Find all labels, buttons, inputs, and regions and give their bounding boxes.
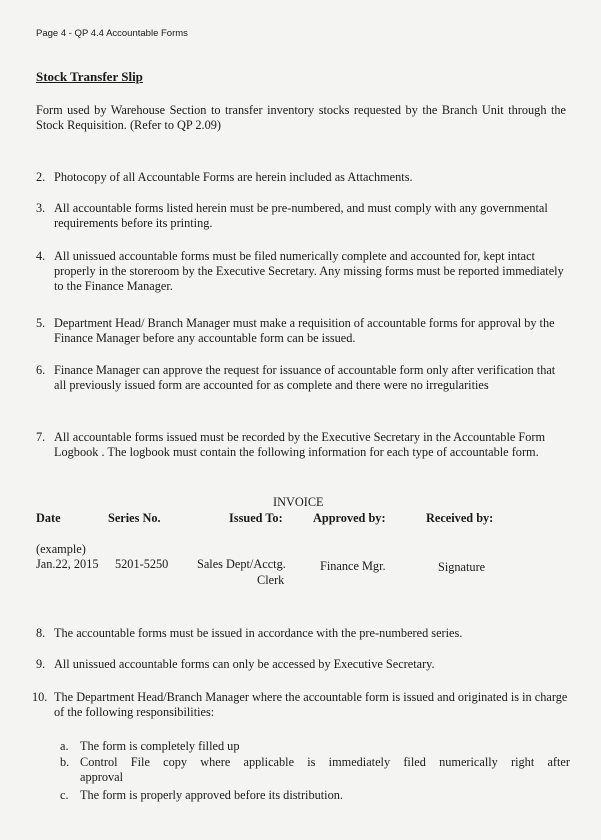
list-item-text: The Department Head/Branch Manager where the accountable form is issued and originated is in charge of the following responsibilities:: [54, 690, 568, 719]
sub-item-text: The form is properly approved before its distribution.: [80, 788, 343, 802]
list-item-number: 8.: [36, 626, 46, 640]
list-item-number: 6.: [36, 363, 46, 377]
list-item-number: 3.: [36, 201, 46, 215]
sub-item-letter: a.: [60, 739, 69, 753]
list-item-number: 4.: [36, 249, 46, 263]
list-item-text: All accountable forms issued must be recorded by the Executive Secretary in the Accountable Form Logbook . The logbook must contain the following information for each type of accountable form.: [54, 430, 546, 459]
list-item-number: 10.: [32, 690, 48, 704]
sub-item-letter: c.: [60, 788, 69, 802]
column-header-issued-to: Issued To:: [229, 511, 283, 525]
list-item-text: Department Head/ Branch Manager must make a requisition of accountable forms for approval by the Finance Manager before any accountable form can be issued.: [54, 316, 555, 345]
column-header-approved-by: Approved by:: [313, 511, 386, 525]
list-item-text: All accountable forms listed herein must be pre-numbered, and must comply with any governmental requirements before its printing.: [54, 201, 548, 230]
column-header-received-by: Received by:: [426, 511, 494, 525]
page-header: Page 4 - QP 4.4 Accountable Forms: [36, 28, 188, 39]
list-item-text: Photocopy of all Accountable Forms are herein included as Attachments.: [54, 170, 413, 184]
column-header-series: Series No.: [108, 511, 161, 525]
intro-paragraph: Form used by Warehouse Section to transfer inventory stocks requested by the Branch Unit through the Stock Requisition. (Refer to QP 2.09): [36, 103, 566, 132]
example-label: (example): [36, 542, 86, 556]
sub-item-letter: b.: [60, 755, 70, 769]
list-item-number: 2.: [36, 170, 46, 184]
sub-item-text-line2: approval: [80, 770, 124, 784]
table-caption: INVOICE: [273, 495, 324, 509]
sub-item-text: The form is completely filled up: [80, 739, 240, 753]
sub-item-b: [60, 755, 570, 787]
list-item-number: 5.: [36, 316, 46, 330]
list-item-text: All unissued accountable forms can only be accessed by Executive Secretary.: [54, 657, 435, 671]
cell-approved-by: Finance Mgr.: [320, 559, 386, 573]
cell-issued-to-line1: Sales Dept/Acctg.: [197, 557, 286, 571]
section-title: Stock Transfer Slip: [36, 69, 143, 84]
column-header-date: Date: [36, 511, 61, 525]
sub-item-text-line1: Control File copy where applicable is immediately filed numerically right after: [80, 755, 570, 769]
list-item-text: Finance Manager can approve the request for issuance of accountable form only after verification that all previously issued form are accounted for as complete and there were no irregularities: [54, 363, 556, 392]
list-item-number: 7.: [36, 430, 46, 444]
list-item-text: All unissued accountable forms must be filed numerically complete and accounted for, kept intact properly in the storeroom by the Executive Secretary. Any missing forms must be reported immediately to the Finance Manager.: [54, 249, 564, 293]
cell-issued-to-line2: Clerk: [257, 573, 285, 587]
cell-received-by: Signature: [438, 560, 486, 574]
cell-series: 5201-5250: [115, 557, 169, 571]
list-item-number: 9.: [36, 657, 46, 671]
cell-date: Jan.22, 2015: [36, 557, 99, 571]
list-item-text: The accountable forms must be issued in accordance with the pre-numbered series.: [54, 626, 463, 640]
